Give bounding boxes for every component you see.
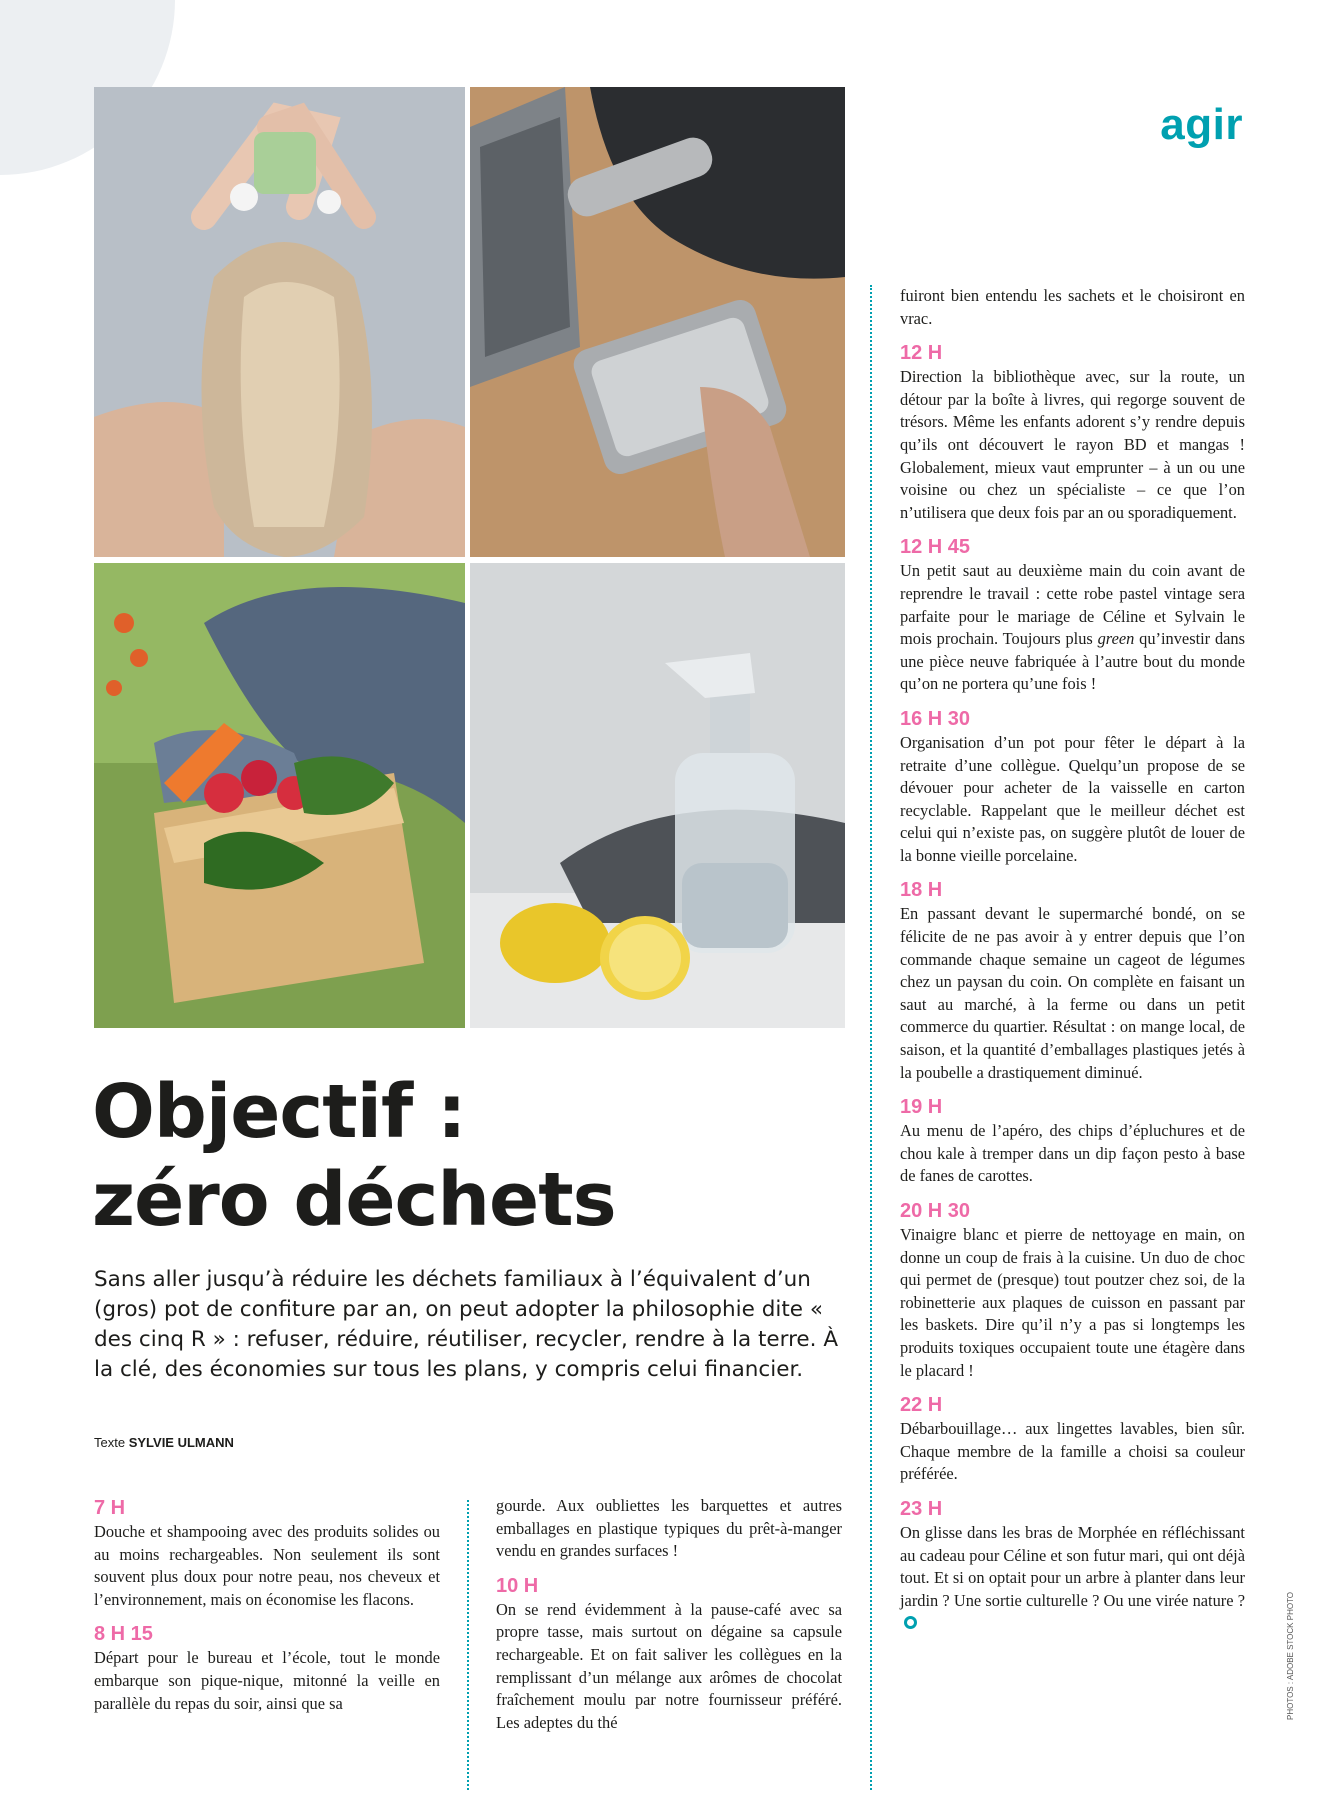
photo-lunchbox [470, 87, 845, 557]
paragraph: fuiront bien entendu les sachets et le choisiront en vrac. [900, 286, 1245, 328]
time-heading: 12 H [900, 342, 943, 365]
time-heading: 10 H [496, 1574, 539, 1597]
headline [92, 1068, 832, 1244]
paragraph: Un petit saut au deuxième main du coin avant de reprendre le travail : cette robe pastel vintage sera parfaite pour le mariage de Céline et Sylvain le mois prochain. Toujours plus green qu’investir dans une pièce neuve fabriquée à l’autre bout du monde qu’on ne portera qu’une fois ! [900, 561, 1245, 694]
headline-line-1: Objectif : [92, 1069, 466, 1155]
paragraph: En passant devant le supermarché bondé, on se félicite de ne pas avoir à y entrer depuis que l’on commande chaque semaine un cageot de légumes chez un paysan du coin. On complète en faisant un saut au marché, à la ferme ou dans un petit commerce du quartier. Résultat : on mange local, de saison, et la quantité d’emballages plastiques jetés à la poubelle a drastiquement diminué. [900, 904, 1245, 1082]
end-of-article-icon [904, 1616, 917, 1629]
article-column-2 [496, 1495, 842, 1734]
photo-shampoo-bar [94, 87, 465, 557]
standfirst: Sans aller jusqu’à réduire les déchets familiaux à l’équivalent d’un (gros) pot de confiture par an, on peut adopter la philosophie dite « des cinq R » : refuser, réduire, réutiliser, recycler, rendre à la terre. À la clé, des économies sur tous les plans, y compris celui financier. [94, 1267, 839, 1382]
time-heading: 23 H [900, 1497, 943, 1520]
time-heading: 20 H 30 [900, 1200, 971, 1222]
article-column-3 [900, 285, 1245, 1635]
paragraph: Débarbouillage… aux lingettes lavables, bien sûr. Chaque membre de la famille a choisi sa couleur préférée. [900, 1419, 1245, 1484]
paragraph: Vinaigre blanc et pierre de nettoyage en main, on donne un coup de frais à la cuisine. Un duo de choc qui permet de (presque) tout poutzer chez soi, de la robinetterie aux plaques de cuisson en passant par les baskets. Dire qu’il n’y a pas si longtemps les produits toxiques occupaient toute une étagère dans le placard ! [900, 1225, 1245, 1380]
paragraph: Départ pour le bureau et l’école, tout le monde embarque son pique-nique, mitonné la veille en parallèle du repas du soir, ainsi que sa [94, 1648, 440, 1713]
photo-lemon-spray [470, 563, 845, 1028]
article-column-1 [94, 1495, 440, 1715]
column-divider [870, 285, 872, 1790]
byline-author: SYLVIE ULMANN [128, 1435, 234, 1450]
paragraph: gourde. Aux oubliettes les barquettes et autres emballages en plastique typiques du prêt-à-manger vendu en grandes surfaces ! [496, 1496, 842, 1561]
paragraph: On glisse dans les bras de Morphée en réfléchissant au cadeau pour Céline et son futur mari, qui ont déjà tout. Et si on optait pour un arbre à planter dans leur jardin ? Une sortie culturelle ? Ou une virée nature ? [900, 1522, 1245, 1635]
photo-credit: PHOTOS : ADOBE STOCK PHOTO [1286, 1591, 1295, 1720]
time-heading: 19 H [900, 1096, 943, 1119]
paragraph: Direction la bibliothèque avec, sur la route, un détour par la boîte à livres, qui regorge souvent de trésors. Même les enfants adorent s’y rendre depuis qu’ils ont découvert le rayon BD et mangas ! Globalement, mieux vaut emprunter – à un ou une voisine ou chez un spécialiste – ce que l’on n’utilisera que deux fois par an ou sporadiquement. [900, 367, 1245, 522]
byline [94, 1435, 234, 1450]
paragraph: Organisation d’un pot pour fêter le départ à la retraite d’une collègue. Quelqu’un propose de se dévouer pour acheter de la vaisselle en carton recyclable. Rappelant que le meilleur déchet est celui qui n’existe pas, on suggère plutôt de louer de la bonne vieille porcelaine. [900, 732, 1245, 865]
paragraph: On se rend évidemment à la pause-café avec sa propre tasse, mais surtout on dégaine sa capsule rechargeable. Et on fait saliver les collègues en la remplissant d’un mélange aux arômes de chocolat fraîchement moulu par notre fournisseur préféré. Les adeptes du thé [496, 1599, 842, 1732]
section-label: agir [1160, 100, 1243, 149]
column-divider [467, 1500, 469, 1790]
paragraph: Au menu de l’apéro, des chips d’épluchures et de chou kale à tremper dans un dip façon pesto à base de fanes de carottes. [900, 1121, 1245, 1186]
time-heading: 16 H 30 [900, 707, 971, 730]
photo-vegetable-crate [94, 563, 465, 1028]
time-heading: 12 H 45 [900, 536, 971, 559]
time-heading: 7 H [94, 1497, 126, 1519]
emphasis: green [1097, 629, 1135, 649]
byline-prefix: Texte [94, 1435, 126, 1450]
time-heading: 22 H [900, 1394, 943, 1417]
time-heading: 8 H 15 [94, 1623, 153, 1646]
paragraph: Douche et shampooing avec des produits solides ou au moins rechargeables. Non seulement ils sont souvent plus doux pour notre peau, nos cheveux et l’environnement, mais on économise les flacons. [94, 1522, 440, 1609]
headline-line-2: zéro déchets [92, 1157, 616, 1243]
time-heading: 18 H [900, 879, 943, 902]
